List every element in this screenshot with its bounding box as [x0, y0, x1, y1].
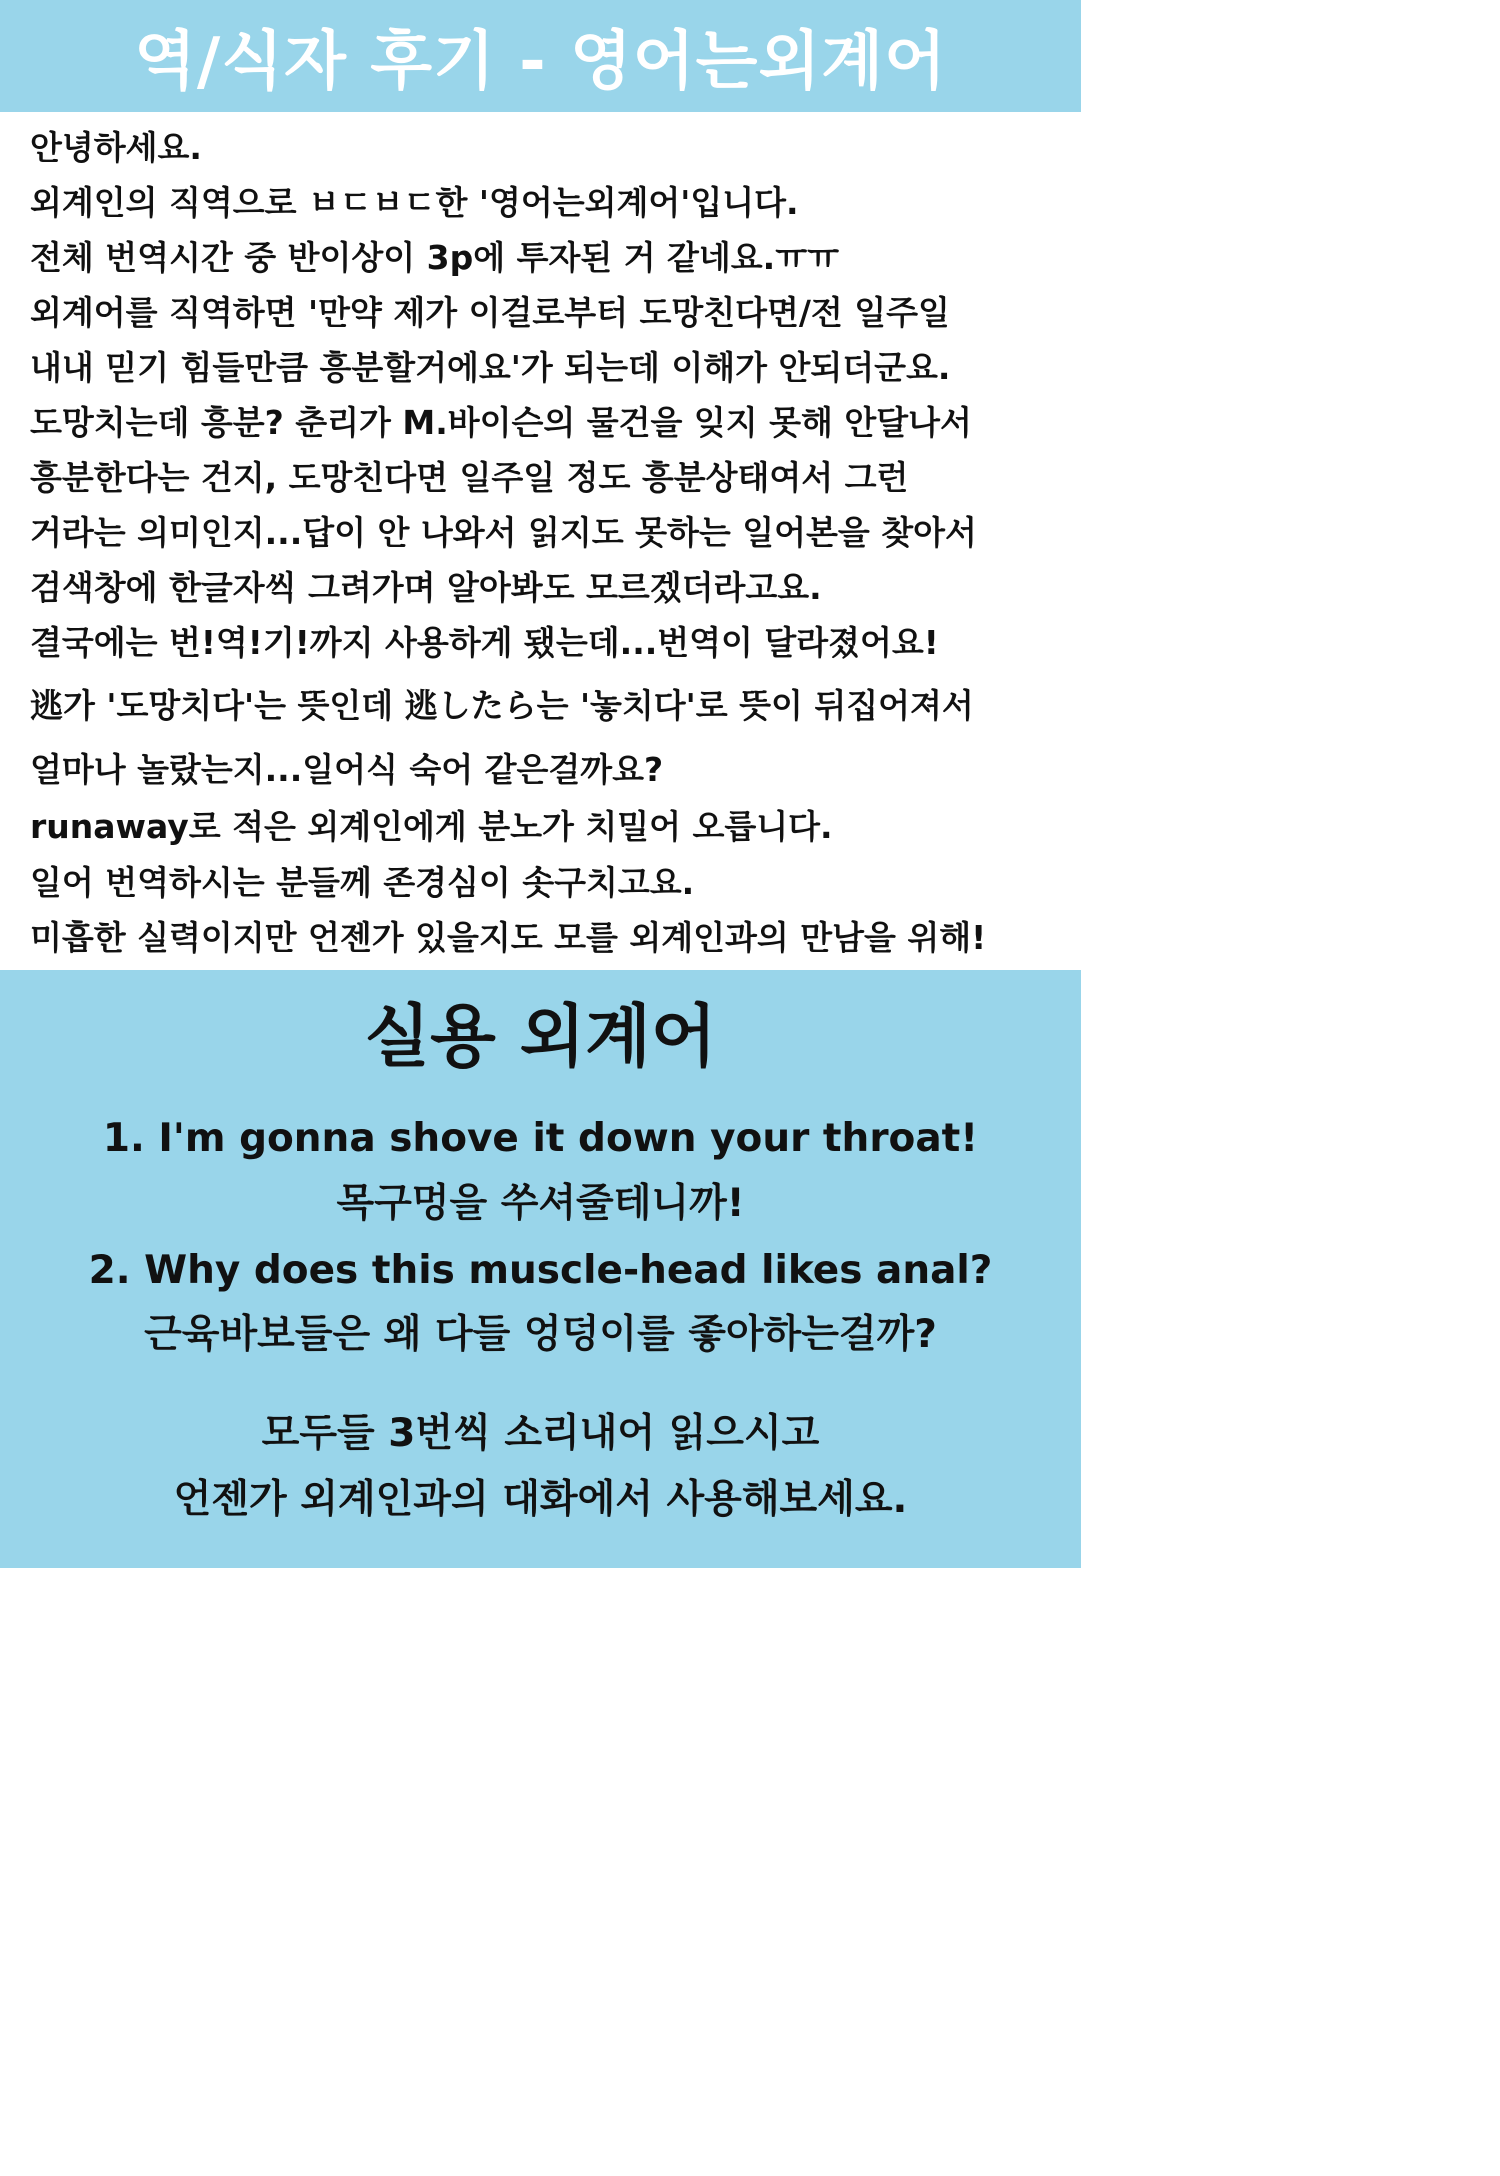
page-title: 역/식자 후기 - 영어는외계어	[134, 25, 947, 99]
review-line: 거라는 의미인지...답이 안 나와서 읽지도 못하는 일어본을 찾아서	[30, 513, 977, 552]
review-line: 내내 믿기 힘들만큼 흥분할거에요'가 되는데 이해가 안되더군요.	[30, 348, 951, 387]
review-text-block	[0, 112, 1081, 970]
practical-section	[0, 970, 1081, 1568]
review-line: 안녕하세요.	[30, 128, 202, 167]
phrase-korean-2: 근육바보들은 왜 다들 엉덩이를 좋아하는걸까?	[144, 1312, 937, 1357]
review-line: 미흡한 실력이지만 언젠가 있을지도 모를 외계인과의 만남을 위해!	[30, 918, 987, 957]
review-line: 결국에는 번!역!기!까지 사용하게 됐는데...번역이 달라졌어요!	[30, 623, 939, 662]
review-line: 외계어를 직역하면 '만약 제가 이걸로부터 도망친다면/전 일주일	[30, 293, 950, 332]
section-title: 실용 외계어	[364, 998, 717, 1077]
phrase-english-1: 1. I'm gonna shove it down your throat!	[102, 1116, 979, 1161]
review-line: runaway로 적은 외계인에게 분노가 치밀어 오릅니다.	[30, 807, 833, 846]
review-line: 도망치는데 흥분? 춘리가 M.바이슨의 물건을 잊지 못해 안달나서	[30, 403, 972, 442]
review-line: 검색창에 한글자씩 그려가며 알아봐도 모르겠더라고요.	[30, 568, 822, 607]
review-line: 얼마나 놀랐는지...일어식 숙어 같은걸까요?	[30, 750, 664, 789]
review-line: 외계인의 직역으로 ㅂㄷㅂㄷ한 '영어는외계어'입니다.	[30, 183, 799, 222]
closing-line-1: 모두들 3번씩 소리내어 읽으시고	[261, 1411, 820, 1456]
phrase-english-2: 2. Why does this muscle-head likes anal?	[88, 1248, 993, 1293]
closing-line-2: 언젠가 외계인과의 대화에서 사용해보세요.	[173, 1477, 908, 1522]
review-line: 흥분한다는 건지, 도망친다면 일주일 정도 흥분상태여서 그런	[30, 458, 909, 497]
phrase-korean-1: 목구멍을 쑤셔줄테니까!	[336, 1181, 745, 1226]
review-line: 逃가 '도망치다'는 뜻인데 逃したら는 '놓치다'로 뜻이 뒤집어져서	[30, 686, 974, 725]
review-line: 일어 번역하시는 분들께 존경심이 솟구치고요.	[30, 863, 695, 902]
header-banner	[0, 0, 1081, 112]
review-line: 전체 번역시간 중 반이상이 3p에 투자된 거 같네요.ㅠㅠ	[30, 238, 839, 277]
